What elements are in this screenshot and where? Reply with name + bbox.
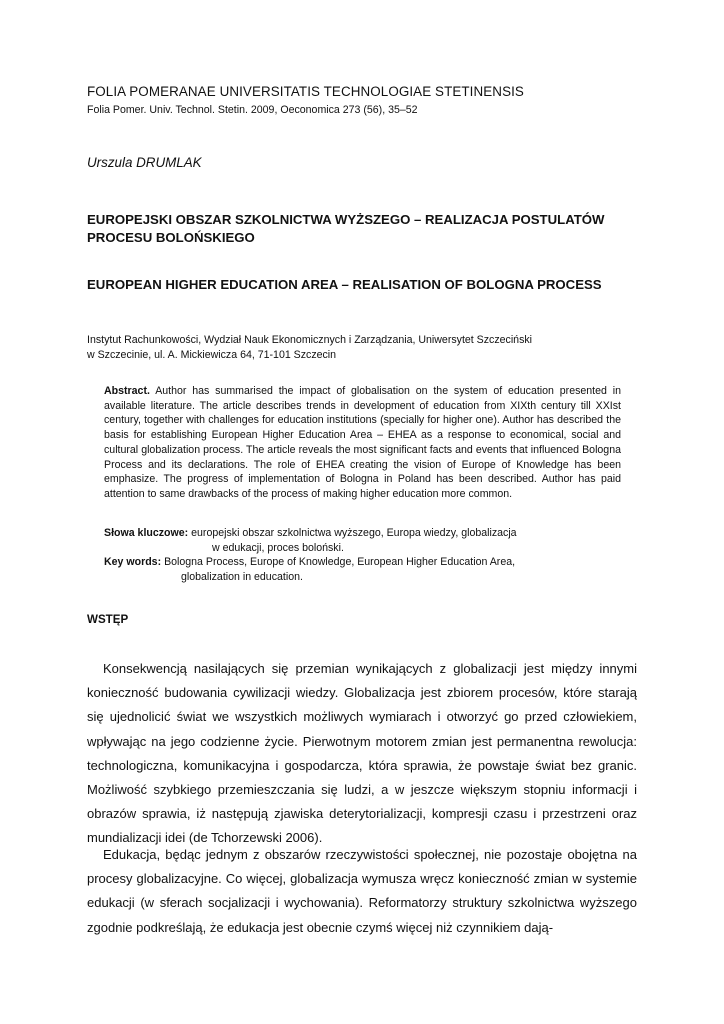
paragraph-text: Edukacja, będąc jednym z obszarów rzeczywistości społecznej, nie pozostaje obojętna na procesy globalizacyjne. Co więcej, globalizacja wymusza wręcz konieczność zmian w systemie edukacji (w sferach socjalizacji i wychowania). Reformatorzy struktury szkolnictwa wyższego zgodnie podkreślają, że edukacja jest obecnie czymś więcej niż czynnikiem dają- — [87, 847, 637, 935]
affiliation-line-2: w Szczecinie, ul. A. Mickiewicza 64, 71-101 Szczecin — [87, 349, 337, 361]
section-heading: WSTĘP — [87, 613, 129, 626]
keywords-polish-text-cont: w edukacji, proces boloński. — [212, 541, 344, 554]
affiliation — [87, 333, 647, 363]
paragraph-text: Konsekwencją nasilających się przemian wynikających z globalizacji jest między innymi konieczność budowania cywilizacji wiedzy. Globalizacja jest zbiorem procesów, które starają się ujednolicić świat we wszystkich możliwych wymiarach i otworzyć go przed człowiekiem, wpływając na jego codzienne życie. Pierwotnym motorem zmian jest permanentna rewolucja: technologiczna, komunikacyjna i gospodarcza, która sprawia, że powstaje świat bez granic. Możliwość szybkiego przemieszczania się ludzi, a w jeszcze większym stopniu informacji i obrazów sprawia, iż następują zjawiska deterytorializacji, kompresji czasu i przestrzeni oraz mundializacji idei (de Tchorzewski 2006). — [87, 661, 637, 846]
journal-name: FOLIA POMERANAE UNIVERSITATIS TECHNOLOGIAE STETINENSIS — [87, 84, 524, 99]
author-name: Urszula DRUMLAK — [87, 155, 202, 170]
abstract-label: Abstract. — [104, 385, 150, 397]
title-polish: EUROPEJSKI OBSZAR SZKOLNICTWA WYŻSZEGO – REALIZACJA POSTULATÓW PROCESU BOLOŃSKIEGO — [87, 212, 605, 245]
affiliation-line-1: Instytut Rachunkowości, Wydział Nauk Ekonomicznych i Zarządzania, Uniwersytet Szczeciński — [87, 334, 533, 346]
keywords-english-label: Key words: — [104, 556, 162, 568]
keywords-english-text: Bologna Process, Europe of Knowledge, European Higher Education Area, — [164, 556, 516, 568]
journal-citation: Folia Pomer. Univ. Technol. Stetin. 2009, Oeconomica 273 (56), 35–52 — [87, 104, 418, 116]
abstract-text: Author has summarised the impact of globalisation on the system of education presented in available literature. The article describes trends in development of education from XIXth century till XXIst century, together with challenges for education institutions (specially for higher one). Author has described the basis for establishing European Higher Education Area – EHEA as a response to economical, social and cultural globalization process. The article reveals the most significant facts and events that influenced Bologna Process and its declarations. The role of EHEA creating the vision of Europe of Knowledge has been emphasize. The progress of implementation of Bologna in Poland has been described. Author has paid attention to same drawbacks of the process of making higher education more common. — [104, 385, 621, 500]
body-paragraph — [87, 657, 637, 851]
keywords-english-text-cont: globalization in education. — [181, 570, 303, 583]
abstract — [104, 384, 621, 502]
keywords-polish — [104, 526, 621, 555]
keywords-polish-label: Słowa kluczowe: — [104, 527, 189, 539]
body-paragraph — [87, 843, 637, 940]
keywords-english — [104, 555, 621, 584]
title-english: EUROPEAN HIGHER EDUCATION AREA – REALISATION OF BOLOGNA PROCESS — [87, 277, 602, 292]
keywords-polish-text: europejski obszar szkolnictwa wyższego, Europa wiedzy, globalizacja — [191, 527, 517, 539]
